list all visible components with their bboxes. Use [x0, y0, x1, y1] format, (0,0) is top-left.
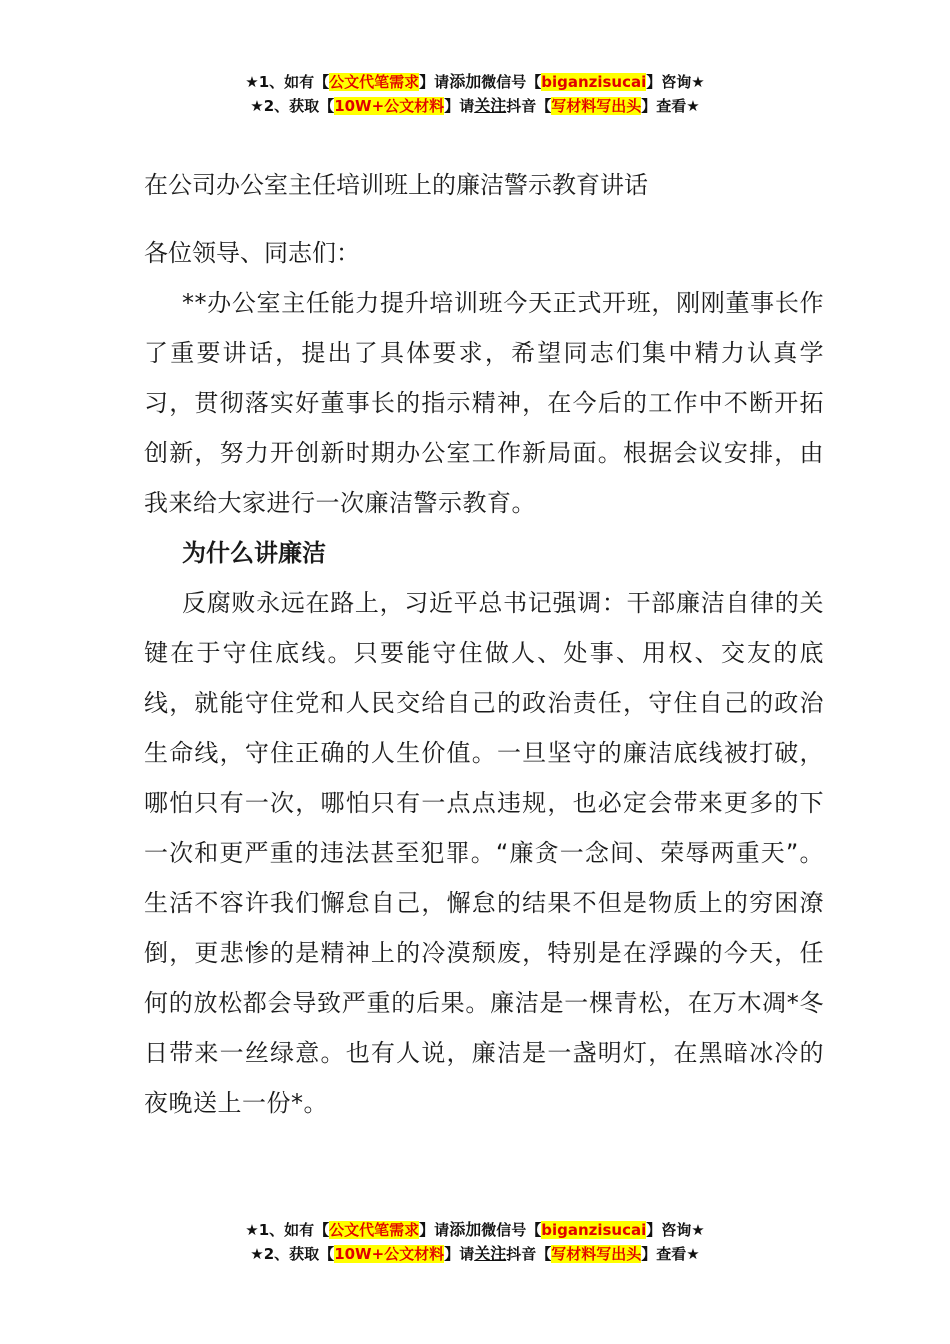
banner-text: ★2、获取【	[250, 1245, 335, 1263]
banner-text: 】请	[444, 97, 475, 115]
banner-text: ★1、如有【	[245, 73, 330, 91]
banner-text: ★2、获取【	[250, 97, 335, 115]
document-title: 在公司办公室主任培训班上的廉洁警示教育讲话	[144, 171, 648, 199]
greeting: 各位领导、同志们：	[144, 239, 360, 267]
banner-line-1	[0, 1218, 950, 1242]
document-body	[144, 165, 824, 1128]
highlight-douyin-account: 写材料写出头	[551, 1245, 642, 1263]
banner-emphasis: 添加	[449, 72, 482, 91]
footer-banner	[0, 1218, 950, 1266]
banner-line-1	[0, 70, 950, 94]
banner-text: 】咨询★	[646, 73, 705, 91]
banner-text: 抖音【	[506, 1245, 552, 1263]
banner-text: 抖音【	[506, 97, 552, 115]
banner-emphasis: 关注	[474, 96, 507, 115]
header-banner	[0, 70, 950, 118]
highlight-douyin-account: 写材料写出头	[551, 97, 642, 115]
highlight-service: 公文代笔需求	[329, 1221, 420, 1239]
banner-text: 微信号【	[481, 73, 542, 91]
banner-text: 】请	[444, 1245, 475, 1263]
highlight-wechat-id: biganzisucai	[541, 1221, 647, 1239]
banner-text: 】查看★	[641, 97, 700, 115]
banner-text: 】请	[419, 1221, 450, 1239]
banner-line-2	[0, 1242, 950, 1266]
highlight-service: 公文代笔需求	[329, 73, 420, 91]
section-heading: 为什么讲廉洁	[182, 539, 326, 567]
paragraph-opening: **办公室主任能力提升培训班今天正式开班，刚刚董事长作了重要讲话，提出了具体要求，希望同志们集中精力认真学习，贯彻落实好董事长的指示精神，在今后的工作中不断开拓创新，努力开创新时期办公室工作新局面。根据会议安排，由我来给大家进行一次廉洁警示教育。	[144, 289, 824, 517]
highlight-materials: 10W+公文材料	[334, 1245, 445, 1263]
paragraph-integrity: 反腐败永远在路上，习近平总书记强调：干部廉洁自律的关键在于守住底线。只要能守住做人、处事、用权、交友的底线，就能守住党和人民交给自己的政治责任，守住自己的政治生命线，守住正确的人生价值。一旦坚守的廉洁底线被打破，哪怕只有一次，哪怕只有一点点违规，也必定会带来更多的下一次和更严重的违法甚至犯罪。“廉贪一念间、荣辱两重天”。生活不容许我们懈怠自己，懈怠的结果不但是物质上的穷困潦倒，更悲惨的是精神上的冷漠颓废，特别是在浮躁的今天，任何的放松都会导致严重的后果。廉洁是一棵青松，在万木凋*冬日带来一丝绿意。也有人说，廉洁是一盏明灯，在黑暗冰冷的夜晚送上一份*。	[144, 589, 824, 1117]
highlight-wechat-id: biganzisucai	[541, 73, 647, 91]
banner-text: ★1、如有【	[245, 1221, 330, 1239]
banner-text: 】咨询★	[646, 1221, 705, 1239]
banner-text: 】请	[419, 73, 450, 91]
banner-line-2	[0, 94, 950, 118]
banner-text: 微信号【	[481, 1221, 542, 1239]
banner-emphasis: 关注	[474, 1244, 507, 1263]
banner-text: 】查看★	[641, 1245, 700, 1263]
banner-emphasis: 添加	[449, 1220, 482, 1239]
highlight-materials: 10W+公文材料	[334, 97, 445, 115]
